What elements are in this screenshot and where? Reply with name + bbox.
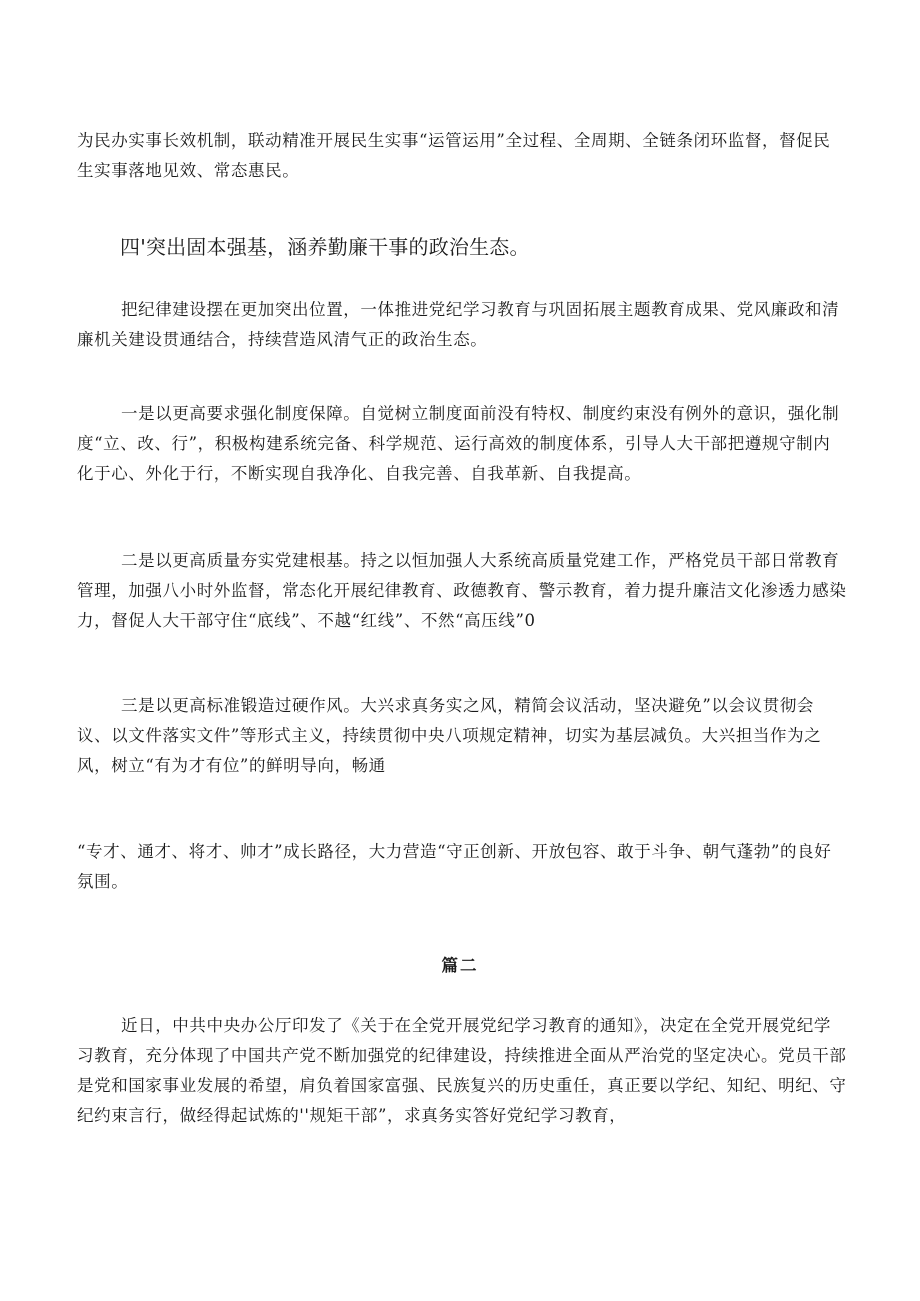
paragraph-point-three: 三是以更高标准锻造过硬作风。大兴求真务实之风，精简会议活动，坚决避免”以会议贯彻会议、以文件落实文件”等形式主义，持续贯彻中央八项规定精神，切实为基层减负。大兴担当作为之风，树立“有为才有位”的鲜明导向，畅通 (77, 696, 822, 775)
paragraph-article-two-intro: 近日，中共中央办公厅印发了《关于在全党开展党纪学习教育的通知》，决定在全党开展党纪学习教育，充分体现了中国共产党不断加强党的纪律建设，持续推进全面从严治党的坚定决心。党员干部是党和国家事业发展的希望，肩负着国家富强、民族复兴的历史重任，真正要以学纪、知纪、明纪、守纪约束言行，做经得起试炼的''规矩干部”，求真务实答好党纪学习教育， (77, 1016, 847, 1125)
section-heading-four: 四'突出固本强基，涵养勤廉干事的政治生态。 (120, 235, 530, 259)
paragraph-discipline-intro: 把纪律建设摆在更加突出位置，一体推进党纪学习教育与巩固拓展主题教育成果、党风廉政和清廉机关建设贯通结合，持续营造风清气正的政治生态。 (77, 300, 840, 349)
section-title-article-two: 篇二 (441, 956, 479, 975)
paragraph-point-three-continued: “专才、通才、将才、帅才”成长路径，大力营造“守正创新、开放包容、敢于斗争、朝气蓬勃”的良好氛围。 (77, 842, 832, 891)
paragraph-livelihood-supervision: 为民办实事长效机制，联动精准开展民生实事“运管运用”全过程、全周期、全链条闭环监督，督促民生实事落地见效、常态惠民。 (77, 131, 831, 180)
paragraph-point-two: 二是以更高质量夯实党建根基。持之以恒加强人大系统高质量党建工作，严格党员干部日常教育管理，加强八小时外监督，常态化开展纪律教育、政德教育、警示教育，着力提升廉洁文化渗透力感染力，督促人大干部守住“底线”、不越“红线”、不然“高压线”0 (77, 551, 847, 630)
paragraph-point-one: 一是以更高要求强化制度保障。自觉树立制度面前没有特权、制度约束没有例外的意识，强化制度“立、改、行”，积极构建系统完备、科学规范、运行高效的制度体系，引导人大干部把遵规守制内化于心、外化于行，不断实现自我净化、自我完善、自我革新、自我提高。 (77, 404, 840, 483)
